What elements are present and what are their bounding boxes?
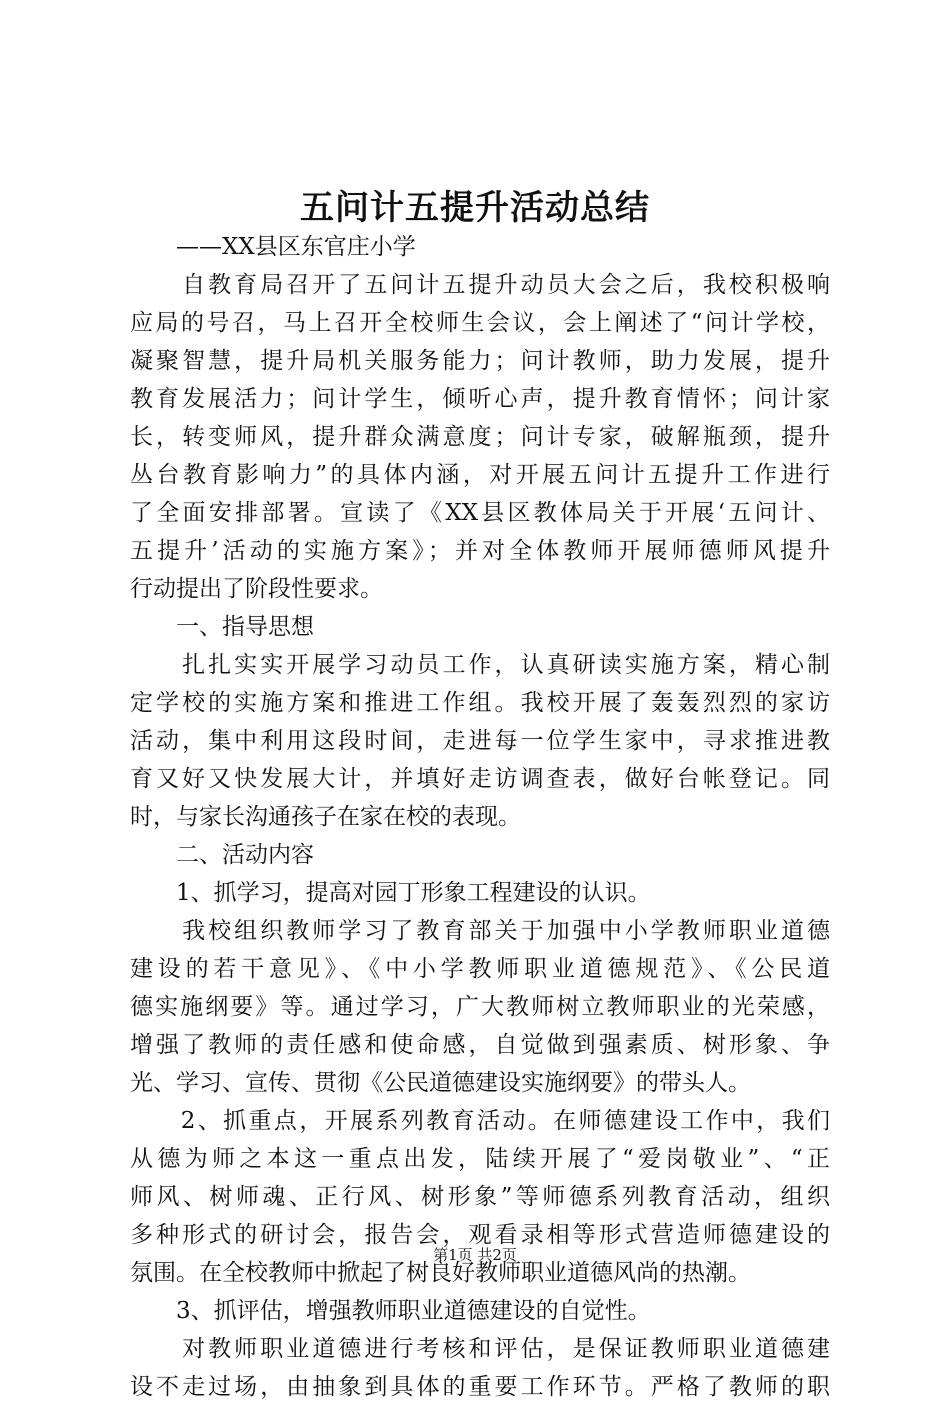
text-line: 教育发展活力；问计学生，倾听心声，提升教育情怀；问计家 (130, 386, 830, 412)
text-line: 从德为师之本这一重点出发，陆续开展了“爱岗敬业”、“正 (130, 1146, 830, 1172)
text-line: 光、学习、宣传、贯彻《公民道德建设实施纲要》的带头人。 (130, 1070, 751, 1096)
text-line: 定学校的实施方案和推进工作组。我校开展了轰轰烈烈的家访 (130, 690, 830, 716)
text-line: 时，与家长沟通孩子在家在校的表现。 (130, 804, 521, 830)
document-title: 五问计五提升活动总结 (300, 188, 650, 228)
text-line: 行动提出了阶段性要求。 (130, 576, 383, 602)
text-line: 自教育局召开了五问计五提升动员大会之后，我校积极响 (130, 272, 830, 298)
text-line: 氛围。在全校教师中掀起了树良好教师职业道德风尚的热潮。 (130, 1260, 751, 1286)
text-line: 活动，集中利用这段时间，走进每一位学生家中，寻求推进教 (130, 728, 830, 754)
page-footer: 第1页 共2页 (433, 1246, 517, 1264)
text-line: 增强了教师的责任感和使命感，自觉做到强素质、树形象、争 (130, 1032, 830, 1058)
text-line: ——XX县区东官庄小学 (130, 234, 416, 260)
text-line: 3、抓评估，增强教师职业道德建设的自觉性。 (130, 1298, 651, 1324)
text-line: 育又好又快发展大计，并填好走访调查表，做好台帐登记。同 (130, 766, 830, 792)
text-line: 五提升’活动的实施方案》；并对全体教师开展师德师风提升 (130, 538, 830, 564)
text-line: 丛台教育影响力”的具体内涵，对开展五问计五提升工作进行 (130, 462, 830, 488)
text-line: 对教师职业道德进行考核和评估，是保证教师职业道德建 (130, 1336, 830, 1362)
text-line: 建设的若干意见》、《中小学教师职业道德规范》、《公民道 (130, 956, 830, 982)
text-line: 我校组织教师学习了教育部关于加强中小学教师职业道德 (130, 918, 830, 944)
text-line: 设不走过场，由抽象到具体的重要工作环节。严格了教师的职 (130, 1374, 830, 1400)
text-line: 1、抓学习，提高对园丁形象工程建设的认识。 (130, 880, 651, 906)
text-line: 扎扎实实开展学习动员工作，认真研读实施方案，精心制 (130, 652, 830, 678)
text-line: 一、指导思想 (130, 614, 314, 640)
text-line: 了全面安排部署。宣读了《XX县区教体局关于开展‘五问计、 (130, 500, 830, 526)
text-line: 凝聚智慧，提升局机关服务能力；问计教师，助力发展，提升 (130, 348, 830, 374)
document-body (130, 228, 830, 1406)
text-line: 2、抓重点，开展系列教育活动。在师德建设工作中，我们 (130, 1108, 830, 1134)
text-line: 长，转变师风，提升群众满意度；问计专家，破解瓶颈，提升 (130, 424, 830, 450)
text-line: 应局的号召，马上召开全校师生会议，会上阐述了“问计学校， (130, 310, 830, 336)
text-line: 师风、树师魂、正行风、树形象”等师德系列教育活动，组织 (130, 1184, 830, 1210)
text-line: 德实施纲要》等。通过学习，广大教师树立教师职业的光荣感， (130, 994, 830, 1020)
text-line: 二、活动内容 (130, 842, 314, 868)
text-line: 多种形式的研讨会，报告会，观看录相等形式营造师德建设的 (130, 1222, 830, 1248)
